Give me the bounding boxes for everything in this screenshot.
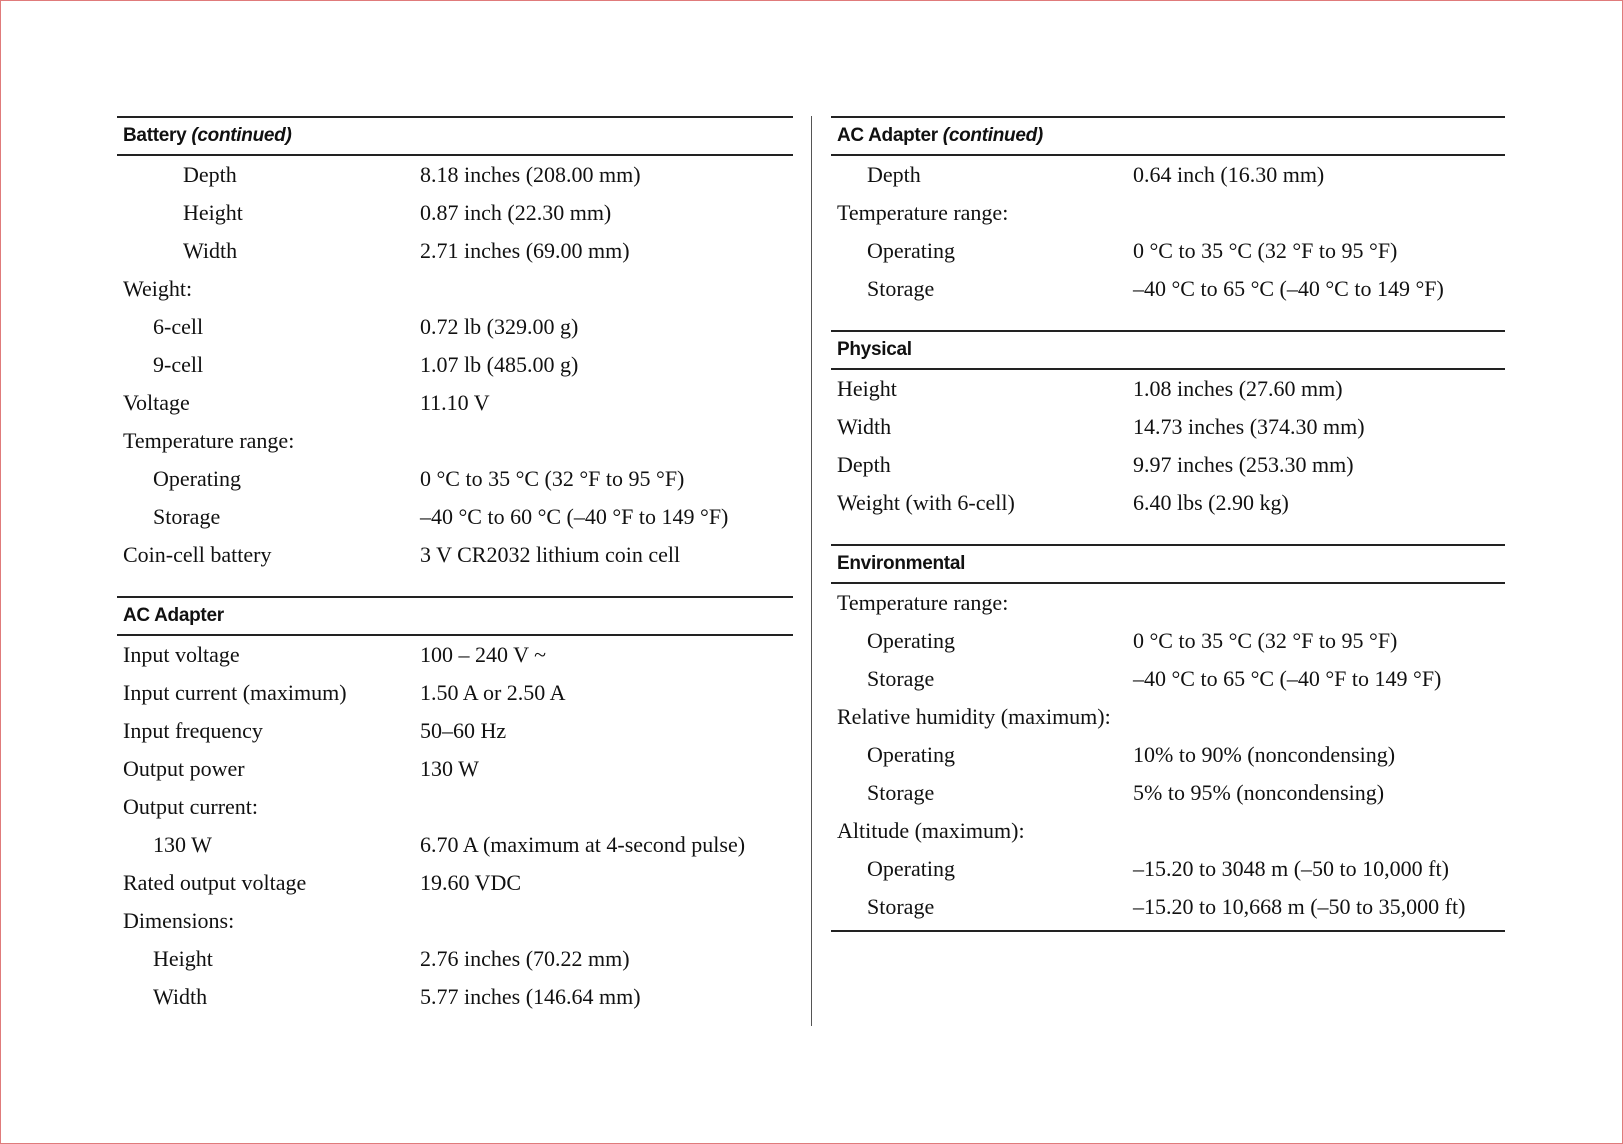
spec-row bbox=[117, 940, 793, 978]
environmental-section bbox=[831, 544, 1505, 932]
spec-value: 1.50 A or 2.50 A bbox=[420, 680, 566, 705]
spec-value: 0 °C to 35 °C (32 °F to 95 °F) bbox=[1133, 628, 1398, 653]
spec-row bbox=[831, 622, 1505, 660]
spec-row bbox=[831, 736, 1505, 774]
spec-row bbox=[831, 232, 1505, 270]
spec-row bbox=[117, 422, 793, 460]
spec-row bbox=[117, 750, 793, 788]
section-header-battery bbox=[117, 116, 793, 156]
spec-label: Depth bbox=[867, 162, 921, 187]
spec-label: Temperature range: bbox=[123, 428, 295, 453]
spec-value: 1.07 lb (485.00 g) bbox=[420, 352, 579, 377]
spec-value: 2.71 inches (69.00 mm) bbox=[420, 238, 630, 263]
spec-value: 10% to 90% (noncondensing) bbox=[1133, 742, 1396, 767]
section-title-suffix: (continued) bbox=[191, 125, 292, 146]
spec-label: 6-cell bbox=[153, 314, 204, 339]
section-gap bbox=[831, 522, 1505, 544]
spec-row bbox=[117, 636, 793, 674]
spec-row bbox=[117, 712, 793, 750]
spec-label: Operating bbox=[867, 628, 955, 653]
table-end-rule bbox=[831, 930, 1505, 932]
spec-row bbox=[831, 584, 1505, 622]
spec-value: 0 °C to 35 °C (32 °F to 95 °F) bbox=[420, 466, 685, 491]
spec-label: Temperature range: bbox=[837, 590, 1009, 615]
spec-value: 1.08 inches (27.60 mm) bbox=[1133, 376, 1343, 401]
section-header-physical bbox=[831, 330, 1505, 370]
physical-section bbox=[831, 330, 1505, 522]
spec-row bbox=[117, 674, 793, 712]
spec-value: 19.60 VDC bbox=[420, 870, 522, 895]
spec-label: Depth bbox=[183, 162, 237, 187]
spec-label: Storage bbox=[153, 504, 221, 529]
spec-row bbox=[117, 194, 793, 232]
spec-value: 6.70 A (maximum at 4-second pulse) bbox=[420, 832, 746, 857]
spec-row bbox=[831, 812, 1505, 850]
spec-value: –40 °C to 60 °C (–40 °F to 149 °F) bbox=[420, 504, 729, 529]
spec-value: 3 V CR2032 lithium coin cell bbox=[420, 542, 681, 567]
section-header-ac-adapter bbox=[117, 596, 793, 636]
section-title: Physical bbox=[837, 339, 912, 360]
spec-label: Storage bbox=[867, 894, 935, 919]
spec-value: 0.72 lb (329.00 g) bbox=[420, 314, 579, 339]
spec-row bbox=[831, 850, 1505, 888]
spec-label: Width bbox=[183, 238, 238, 263]
spec-value: 11.10 V bbox=[420, 390, 490, 415]
spec-value: 130 W bbox=[420, 756, 479, 781]
spec-value: –15.20 to 10,668 m (–50 to 35,000 ft) bbox=[1133, 894, 1466, 919]
spec-row bbox=[831, 370, 1505, 408]
spec-row bbox=[117, 460, 793, 498]
spec-value: –40 °C to 65 °C (–40 °C to 149 °F) bbox=[1133, 276, 1444, 301]
spec-label: Output current: bbox=[123, 794, 259, 819]
spec-label: Storage bbox=[867, 276, 935, 301]
spec-label: Voltage bbox=[123, 390, 190, 415]
spec-row bbox=[117, 536, 793, 574]
left-column bbox=[117, 116, 793, 1016]
spec-value: 14.73 inches (374.30 mm) bbox=[1133, 414, 1365, 439]
battery-section bbox=[117, 116, 793, 574]
spec-value: 8.18 inches (208.00 mm) bbox=[420, 162, 641, 187]
spec-label: Operating bbox=[867, 238, 955, 263]
spec-label: Rated output voltage bbox=[123, 870, 307, 895]
spec-label: Input voltage bbox=[123, 642, 240, 667]
spec-row bbox=[831, 660, 1505, 698]
spec-row bbox=[831, 698, 1505, 736]
right-column bbox=[831, 116, 1505, 932]
spec-label: 130 W bbox=[153, 832, 212, 857]
spec-label: Weight (with 6-cell) bbox=[837, 490, 1015, 515]
spec-label: Relative humidity (maximum): bbox=[837, 704, 1111, 729]
spec-row bbox=[117, 864, 793, 902]
spec-label: Input current (maximum) bbox=[123, 680, 347, 705]
spec-row bbox=[117, 156, 793, 194]
spec-label: Coin-cell battery bbox=[123, 542, 272, 567]
spec-label: Storage bbox=[867, 666, 935, 691]
spec-label: Width bbox=[153, 984, 208, 1009]
spec-label: Weight: bbox=[123, 276, 193, 301]
spec-label: Storage bbox=[867, 780, 935, 805]
ac-adapter-section bbox=[117, 596, 793, 1016]
section-gap bbox=[831, 308, 1505, 330]
column-divider bbox=[811, 116, 812, 1026]
spec-row bbox=[831, 156, 1505, 194]
spec-label: Width bbox=[837, 414, 892, 439]
spec-label: Temperature range: bbox=[837, 200, 1009, 225]
spec-label: Input frequency bbox=[123, 718, 263, 743]
spec-row bbox=[831, 270, 1505, 308]
spec-label: Height bbox=[183, 200, 243, 225]
spec-value: 6.40 lbs (2.90 kg) bbox=[1133, 490, 1289, 515]
spec-row bbox=[117, 384, 793, 422]
spec-label: Height bbox=[837, 376, 897, 401]
section-gap bbox=[117, 574, 793, 596]
section-header-ac-adapter-continued bbox=[831, 116, 1505, 156]
spec-value: 2.76 inches (70.22 mm) bbox=[420, 946, 630, 971]
spec-value: –15.20 to 3048 m (–50 to 10,000 ft) bbox=[1133, 856, 1449, 881]
spec-label: Dimensions: bbox=[123, 908, 235, 933]
spec-value: 5% to 95% (noncondensing) bbox=[1133, 780, 1385, 805]
spec-label: Operating bbox=[867, 742, 955, 767]
spec-row bbox=[117, 498, 793, 536]
spec-row bbox=[117, 346, 793, 384]
spec-value: 100 – 240 V ~ bbox=[420, 642, 546, 667]
spec-label: Depth bbox=[837, 452, 891, 477]
spec-label: 9-cell bbox=[153, 352, 204, 377]
spec-row bbox=[831, 194, 1505, 232]
spec-row bbox=[117, 902, 793, 940]
spec-label: Operating bbox=[153, 466, 241, 491]
section-title: AC Adapter bbox=[837, 125, 938, 146]
spec-value: 9.97 inches (253.30 mm) bbox=[1133, 452, 1354, 477]
section-header-environmental bbox=[831, 544, 1505, 584]
spec-row bbox=[117, 826, 793, 864]
spec-value: 50–60 Hz bbox=[420, 718, 507, 743]
spec-row bbox=[831, 484, 1505, 522]
section-title: Battery bbox=[123, 125, 187, 146]
section-title: AC Adapter bbox=[123, 605, 224, 626]
spec-value: 0.87 inch (22.30 mm) bbox=[420, 200, 612, 225]
spec-row bbox=[117, 308, 793, 346]
spec-row bbox=[117, 270, 793, 308]
section-title-suffix: (continued) bbox=[942, 125, 1043, 146]
spec-value: –40 °C to 65 °C (–40 °F to 149 °F) bbox=[1133, 666, 1442, 691]
spec-row bbox=[117, 232, 793, 270]
spec-row bbox=[831, 888, 1505, 926]
spec-row bbox=[831, 408, 1505, 446]
spec-label: Operating bbox=[867, 856, 955, 881]
spec-label: Height bbox=[153, 946, 213, 971]
spec-label: Output power bbox=[123, 756, 245, 781]
spec-row bbox=[831, 446, 1505, 484]
section-title: Environmental bbox=[837, 553, 966, 574]
ac-adapter-continued-section bbox=[831, 116, 1505, 308]
spec-value: 5.77 inches (146.64 mm) bbox=[420, 984, 641, 1009]
spec-row bbox=[117, 978, 793, 1016]
spec-row bbox=[117, 788, 793, 826]
spec-value: 0.64 inch (16.30 mm) bbox=[1133, 162, 1325, 187]
spec-row bbox=[831, 774, 1505, 812]
spec-label: Altitude (maximum): bbox=[837, 818, 1025, 843]
spec-value: 0 °C to 35 °C (32 °F to 95 °F) bbox=[1133, 238, 1398, 263]
